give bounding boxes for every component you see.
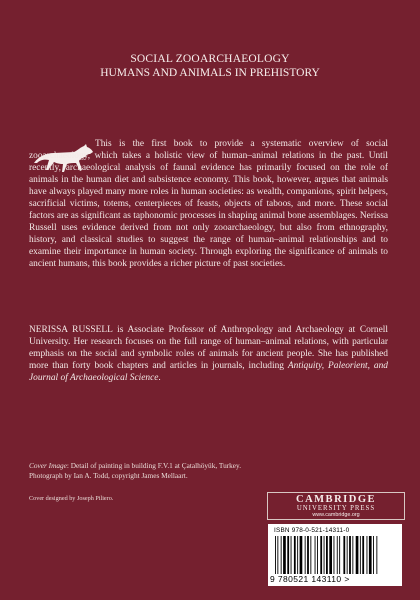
photograph-credit: Photograph by Ian A. Todd, copyright James Mellaart.	[29, 470, 188, 480]
barcode-addon-marker: >	[344, 574, 350, 584]
journal-list: Antiquity, Paleorient, and Journal of Archaeological Science	[29, 361, 388, 384]
isbn-label: ISBN 978-0-521-14311-0	[274, 527, 350, 534]
barcode-icon	[274, 536, 396, 574]
cover-image-text: : Detail of painting in building F.V.1 at Çatalhöyük, Turkey.	[66, 461, 242, 470]
barcode-number	[270, 574, 400, 584]
barcode-panel	[268, 524, 402, 586]
barcode-digits: 9 780521 143110	[270, 574, 342, 584]
book-subtitle: HUMANS AND ANIMALS IN PREHISTORY	[100, 67, 320, 79]
book-title: SOCIAL ZOOARCHAEOLOGY	[130, 53, 290, 65]
cover-designer-credit: Cover designed by Joseph Piliero.	[29, 495, 114, 502]
author-bio-end: .	[158, 373, 161, 384]
publisher-subname: UNIVERSITY PRESS	[296, 505, 376, 512]
cover-image-label: Cover Image	[29, 461, 67, 470]
book-description: This is the first book to provide a systematic overview of social zooarchaeology, which takes a holistic view of human–animal relations in the past. Until recently, archaeological analysis of faunal evidence has primarily focused on the role of animals in the human diet and subsistence economy. This book, however, argues that animals have always played many more roles in human societies: as wealth, companions, spirit helpers, sacrificial victims, totems, centerpieces of feasts, objects of taboos, and more. These social factors are as significant as taphonomic processes in shaping animal bone assemblages. Nerissa Russell uses evidence derived from not only zooarchaeology, but also from ethnography, history, and classical studies to suggest the range of human–animal relationships and to examine their importance in human society. Through exploring the significance of animals to ancient humans, this book provides a richer picture of past societies.	[29, 139, 388, 270]
title-block	[0, 53, 420, 79]
author-bio-text: NERISSA RUSSELL is Associate Professor of Anthropology and Archaeology at Cornell University. Her research focuses on the full range of human–animal relations, with particular emphasis on the social and symbolic roles of animals for ancient people. She has published more than forty book chapters and articles in journals, including	[29, 325, 388, 372]
publisher-url: www.cambridge.org	[312, 512, 360, 518]
author-biography	[29, 324, 388, 384]
publisher-name: CAMBRIDGE	[295, 494, 376, 505]
publisher-logo	[267, 492, 405, 520]
cover-image-credit	[29, 461, 319, 480]
